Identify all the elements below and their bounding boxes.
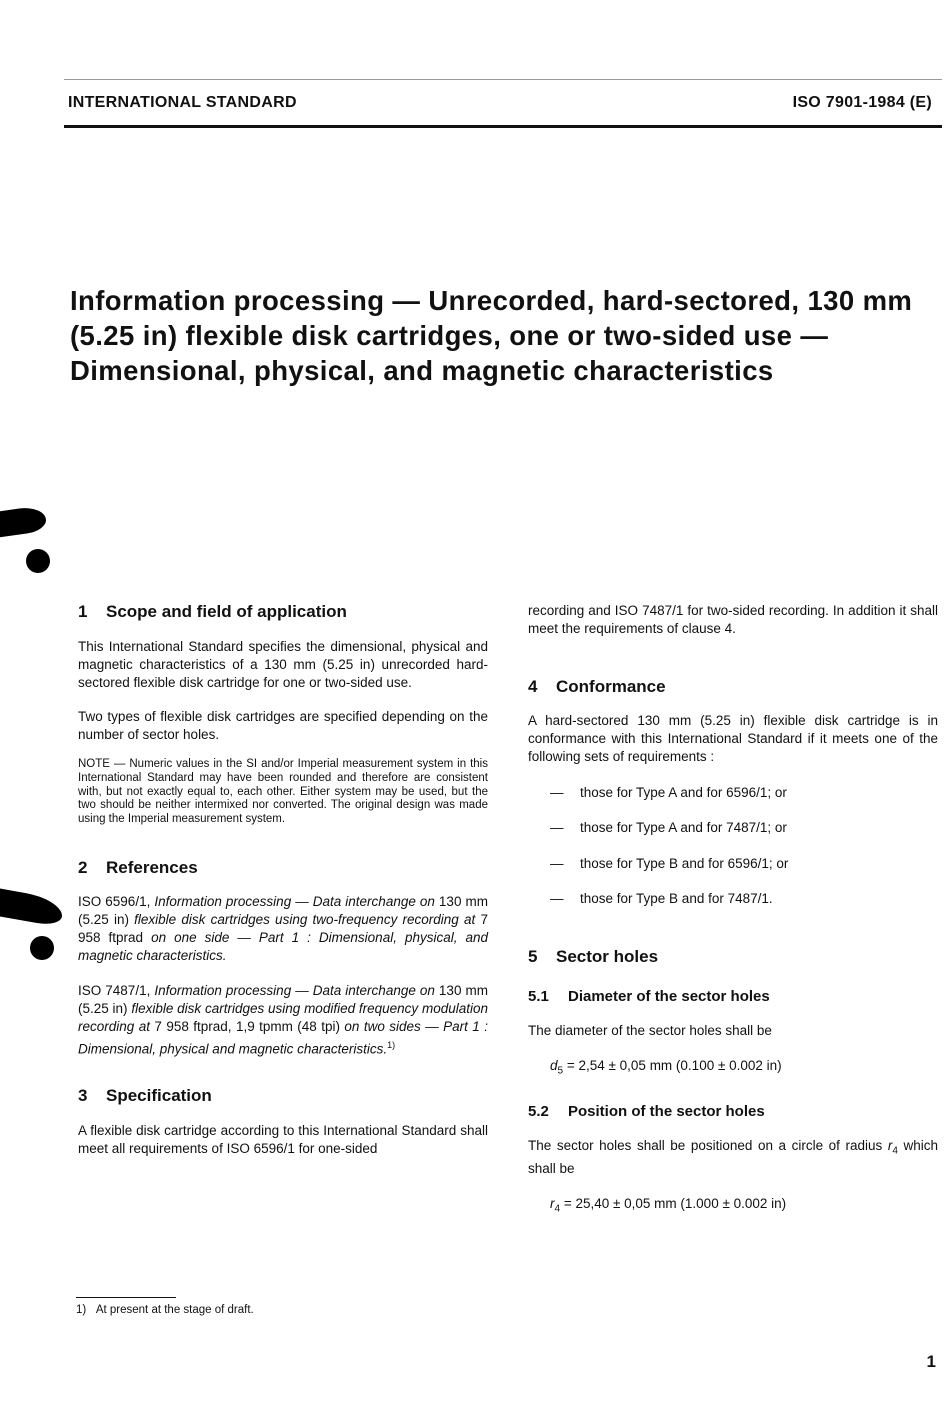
section-1-paragraph-1: This International Standard specifies the dimensional, physical and magnetic characteristics of a 130 mm (5.25 in) unrecorded hard-sectored flexible disk cartridge for one or two-sided use. (78, 639, 488, 690)
section-3-paragraph-continued: recording and ISO 7487/1 for two-sided recording. In addition it shall meet the requirements of clause 4. (528, 603, 938, 636)
conformance-item: — those for Type A and for 6596/1; or (550, 785, 787, 800)
section-5-1-paragraph: The diameter of the sector holes shall be (528, 1023, 772, 1038)
reference-iso-6596: ISO 6596/1, Information processing — Data interchange on 130 mm (5.25 in) flexible disk cartridges using two-frequency recording at 7 958 ftprad on one side — Part 1 : Dimensional, physical, and magnetic characteristics. (78, 893, 489, 963)
right-column (528, 602, 938, 1219)
page-number: 1 (926, 1352, 936, 1371)
binder-hole-mark (30, 936, 54, 960)
binder-hole-mark (0, 889, 62, 928)
section-5-1-heading: 5.1 Diameter of the sector holes (528, 988, 770, 1005)
section-2-heading: 2 References (78, 857, 198, 877)
left-column (78, 603, 488, 1158)
section-1-heading: 1 Scope and field of application (78, 602, 347, 621)
conformance-item: — those for Type A and for 7487/1; or (550, 820, 787, 835)
header-top-rule (64, 79, 942, 80)
header-rule (64, 125, 942, 128)
footnote: 1) At present at the stage of draft. (76, 1304, 254, 1316)
formula-d5: $d_5 = 2,54 \pm 0,05$ mm (0.100 ± 0.002 in) (550, 1058, 782, 1077)
header-left: INTERNATIONAL STANDARD (68, 94, 297, 111)
section-1-paragraph-2: Two types of flexible disk cartridges are specified depending on the number of sector holes. (78, 709, 488, 742)
conformance-item: — those for Type B and for 6596/1; or (550, 856, 789, 871)
section-5-2-heading: 5.2 Position of the sector holes (528, 1102, 765, 1120)
section-5-heading: 5 Sector holes (528, 947, 659, 966)
section-3-paragraph: A flexible disk cartridge according to this International Standard shall meet all requirements of ISO 6596/1 for one-sided (78, 1123, 488, 1157)
binder-hole-mark (0, 505, 46, 537)
formula-r4: $r_4 = 25,40 \pm 0,05$ mm (1.000 ± 0.002 in) (550, 1196, 787, 1216)
document-title: Information processing — Unrecorded, hard-sectored, 130 mm (5.25 in) flexible disk cartridges, one or two-sided use — Dimensional, physical, and magnetic characteristics (70, 285, 913, 386)
section-3-heading: 3 Specification (78, 1086, 212, 1106)
footnote-ref: 1) (387, 1039, 396, 1050)
conformance-item: — those for Type B and for 7487/1. (550, 891, 773, 906)
section-4-heading: 4 Conformance (528, 677, 666, 696)
section-5-2-paragraph: The sector holes shall be positioned on a circle of radius $r_4$ which shall be (528, 1137, 938, 1177)
section-1-note: NOTE — Numeric values in the SI and/or Imperial measurement system in this International Standard may have been rounded and therefore are consistent with, but not exactly equal to, each other. Either system may be used, but the two should be neither intermixed nor converted. The original design was made using the Imperial measurement system. (78, 758, 488, 826)
footnote-rule (76, 1297, 176, 1298)
header-right: ISO 7901-1984 (E) (792, 94, 932, 111)
section-4-paragraph: A hard-sectored 130 mm (5.25 in) flexible disk cartridge is in conformance with this International Standard if it meets one of the following sets of requirements : (528, 713, 938, 764)
reference-iso-7487: ISO 7487/1, Information processing — Data interchange on 130 mm (5.25 in) flexible disk cartridges using modified frequency modulation recording at 7 958 ftprad, 1,9 tpmm (48 tpi) on two sides — Part 1 : Dimensional, physical and magnetic characteristics.$^{1)}$ (78, 982, 488, 1057)
binder-hole-mark (26, 549, 50, 573)
